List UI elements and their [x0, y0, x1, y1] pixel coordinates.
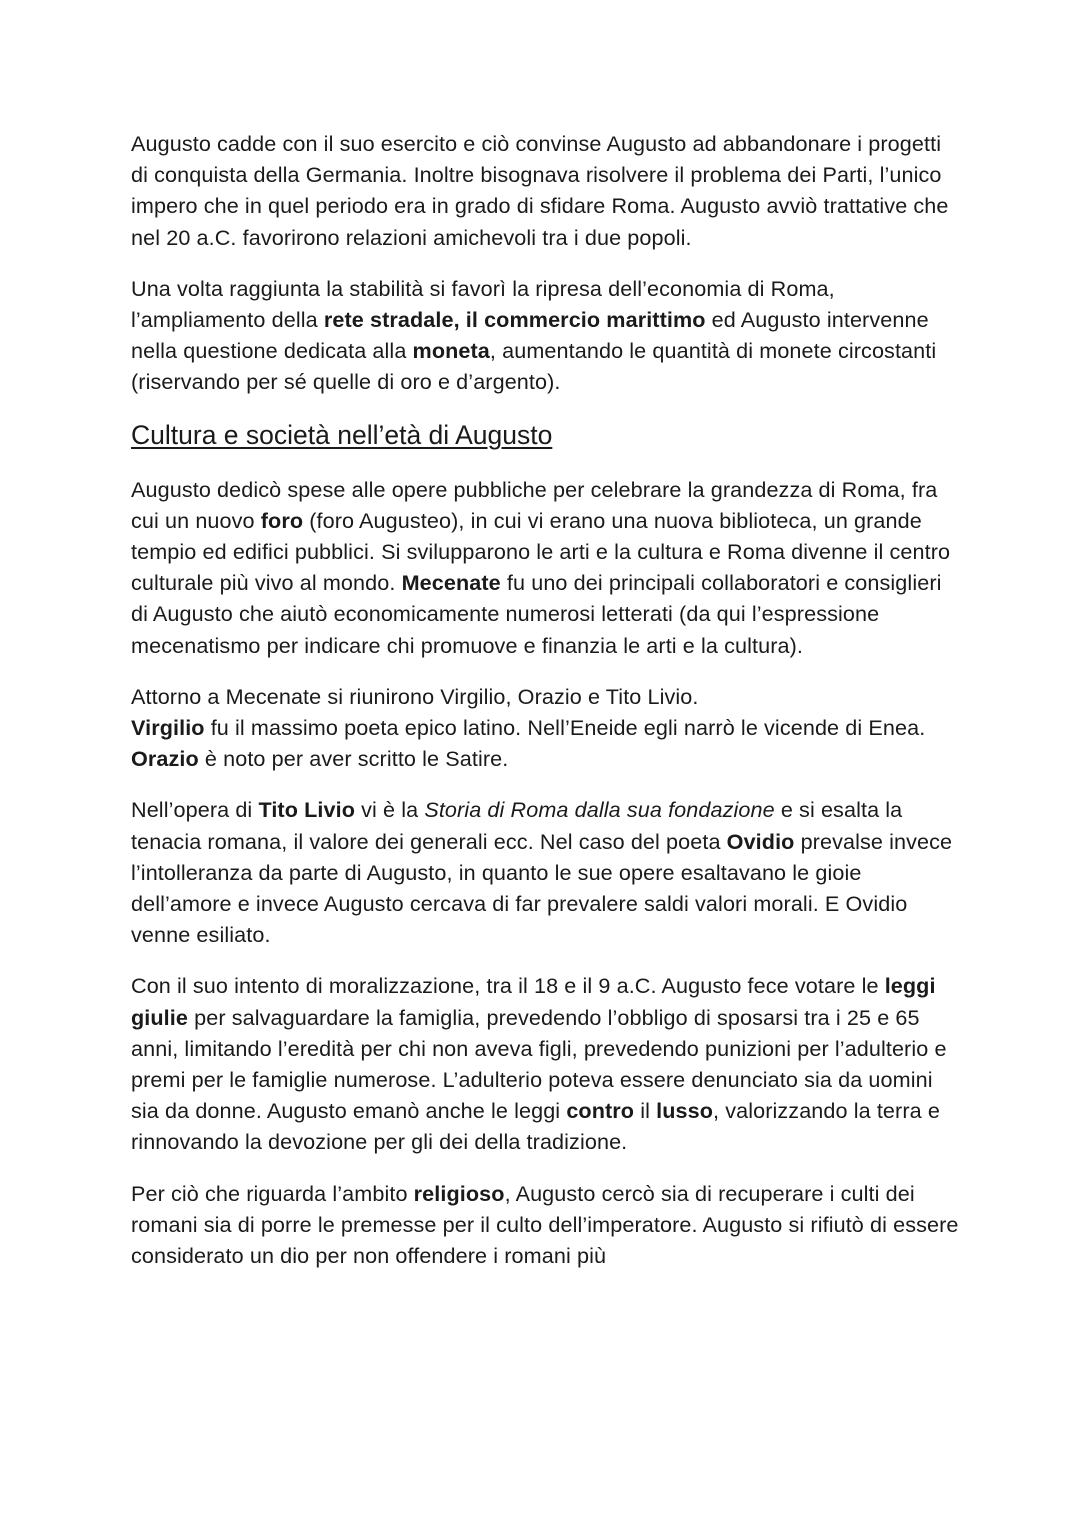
- italic-title: Storia di Roma dalla sua fondazione: [424, 797, 775, 823]
- text-run: Con il suo intento di moralizzazione, tra il 18 e il 9 a.C. Augusto fece votare le: [131, 973, 885, 999]
- text-run: fu uno dei principali collaboratori e consiglieri di Augusto che aiutò economicamente numerosi letterati (da qui l’espressione mecenatismo per indicare chi promuove e finanzia le arti e la cultura).: [131, 570, 942, 658]
- text-run: per salvaguardare la famiglia, prevedendo l’obbligo di sposarsi tra i 25 e 65 anni, limitando l’eredità per chi non aveva figli, prevedendo punizioni per l’adulterio e premi per le famiglie numerose. L’adulterio poteva essere denunciato sia da uomini sia da donne. Augusto emanò anche le leggi: [131, 1004, 947, 1124]
- text-run: prevalse invece l’intolleranza da parte di Augusto, in quanto le sue opere esaltavano le gioie dell’amore e invece Augusto cercava di far prevalere saldi valori morali. E Ovidio venne esiliato.: [131, 828, 953, 948]
- text-run: e si esalta la tenacia romana, il valore dei generali ecc. Nel caso del poeta: [131, 797, 903, 854]
- text-run: (foro Augusteo), in cui vi erano una nuova biblioteca, un grande tempio ed edifici pubblici. Si svilupparono le arti e la cultura e Roma divenne il centro culturale più vivo al mondo.: [131, 507, 951, 596]
- text-run: , aumentando le quantità di monete circostanti (riservando per sé quelle di oro e d’argento).: [131, 338, 937, 395]
- text-run: , Augusto cercò sia di recuperare i culti dei romani sia di porre le premesse per il culto dell’imperatore. Augusto si rifiutò di essere considerato un dio per non offendere i romani più: [131, 1180, 959, 1269]
- paragraph-livio-ovidio: [131, 794, 961, 950]
- paragraph-virgilio-orazio: [131, 712, 961, 774]
- text-run: Augusto dedicò spese alle opere pubbliche per celebrare la grandezza di Roma, fra cui un nuovo: [131, 476, 938, 533]
- bold-term: Mecenate: [401, 570, 501, 596]
- text-run: ed Augusto intervenne nella questione dedicata alla: [131, 307, 929, 364]
- paragraph-parthians: [131, 128, 961, 253]
- text-run: Nell’opera di: [131, 797, 259, 823]
- document-body: [131, 128, 961, 1291]
- text-run: Attorno a Mecenate si riunirono Virgilio, Orazio e Tito Livio.: [131, 683, 699, 709]
- text-run: vi è la: [355, 797, 425, 823]
- paragraph-economy: [131, 273, 961, 398]
- paragraph-public-works: [131, 474, 961, 661]
- paragraph-religion: [131, 1178, 961, 1272]
- bold-term: moneta: [412, 338, 490, 364]
- text-run: , valorizzando la terra e rinnovando la devozione per gli dei della tradizione.: [131, 1098, 940, 1155]
- section-heading: Cultura e società nell’età di Augusto: [131, 419, 553, 450]
- bold-term: leggi giulie: [131, 973, 936, 1030]
- text-run: Una volta raggiunta la stabilità si favorì la ripresa dell’economia di Roma, l’ampliamento della: [131, 275, 835, 333]
- text-run: Augusto cadde con il suo esercito e ciò convinse Augusto ad abbandonare i progetti di conquista della Germania. Inoltre bisognava risolvere il problema dei Parti, l’unico impero che in quel periodo era in grado di sfidare Roma. Augusto avviò trattative che nel 20 a.C. favorirono relazioni amichevoli tra i due popoli.: [131, 131, 949, 250]
- bold-term: lusso: [656, 1098, 713, 1124]
- text-run: il: [634, 1098, 657, 1124]
- paragraph-mecenate-circle: [131, 681, 961, 712]
- bold-term: contro: [566, 1098, 635, 1124]
- paragraph-leggi-giulie: [131, 970, 961, 1157]
- bold-term: Virgilio: [131, 715, 205, 741]
- text-run: fu il massimo poeta epico latino. Nell’Eneide egli narrò le vicende di Enea.: [204, 715, 926, 741]
- bold-term: rete stradale, il commercio marittimo: [323, 307, 706, 333]
- text-run: Per ciò che riguarda l’ambito: [131, 1180, 414, 1206]
- text-run: è noto per aver scritto le Satire.: [198, 746, 509, 772]
- bold-term: Tito Livio: [258, 797, 356, 823]
- bold-term: Orazio: [131, 746, 199, 772]
- bold-term: Ovidio: [726, 828, 795, 854]
- bold-term: foro: [260, 507, 304, 533]
- bold-term: religioso: [413, 1180, 505, 1206]
